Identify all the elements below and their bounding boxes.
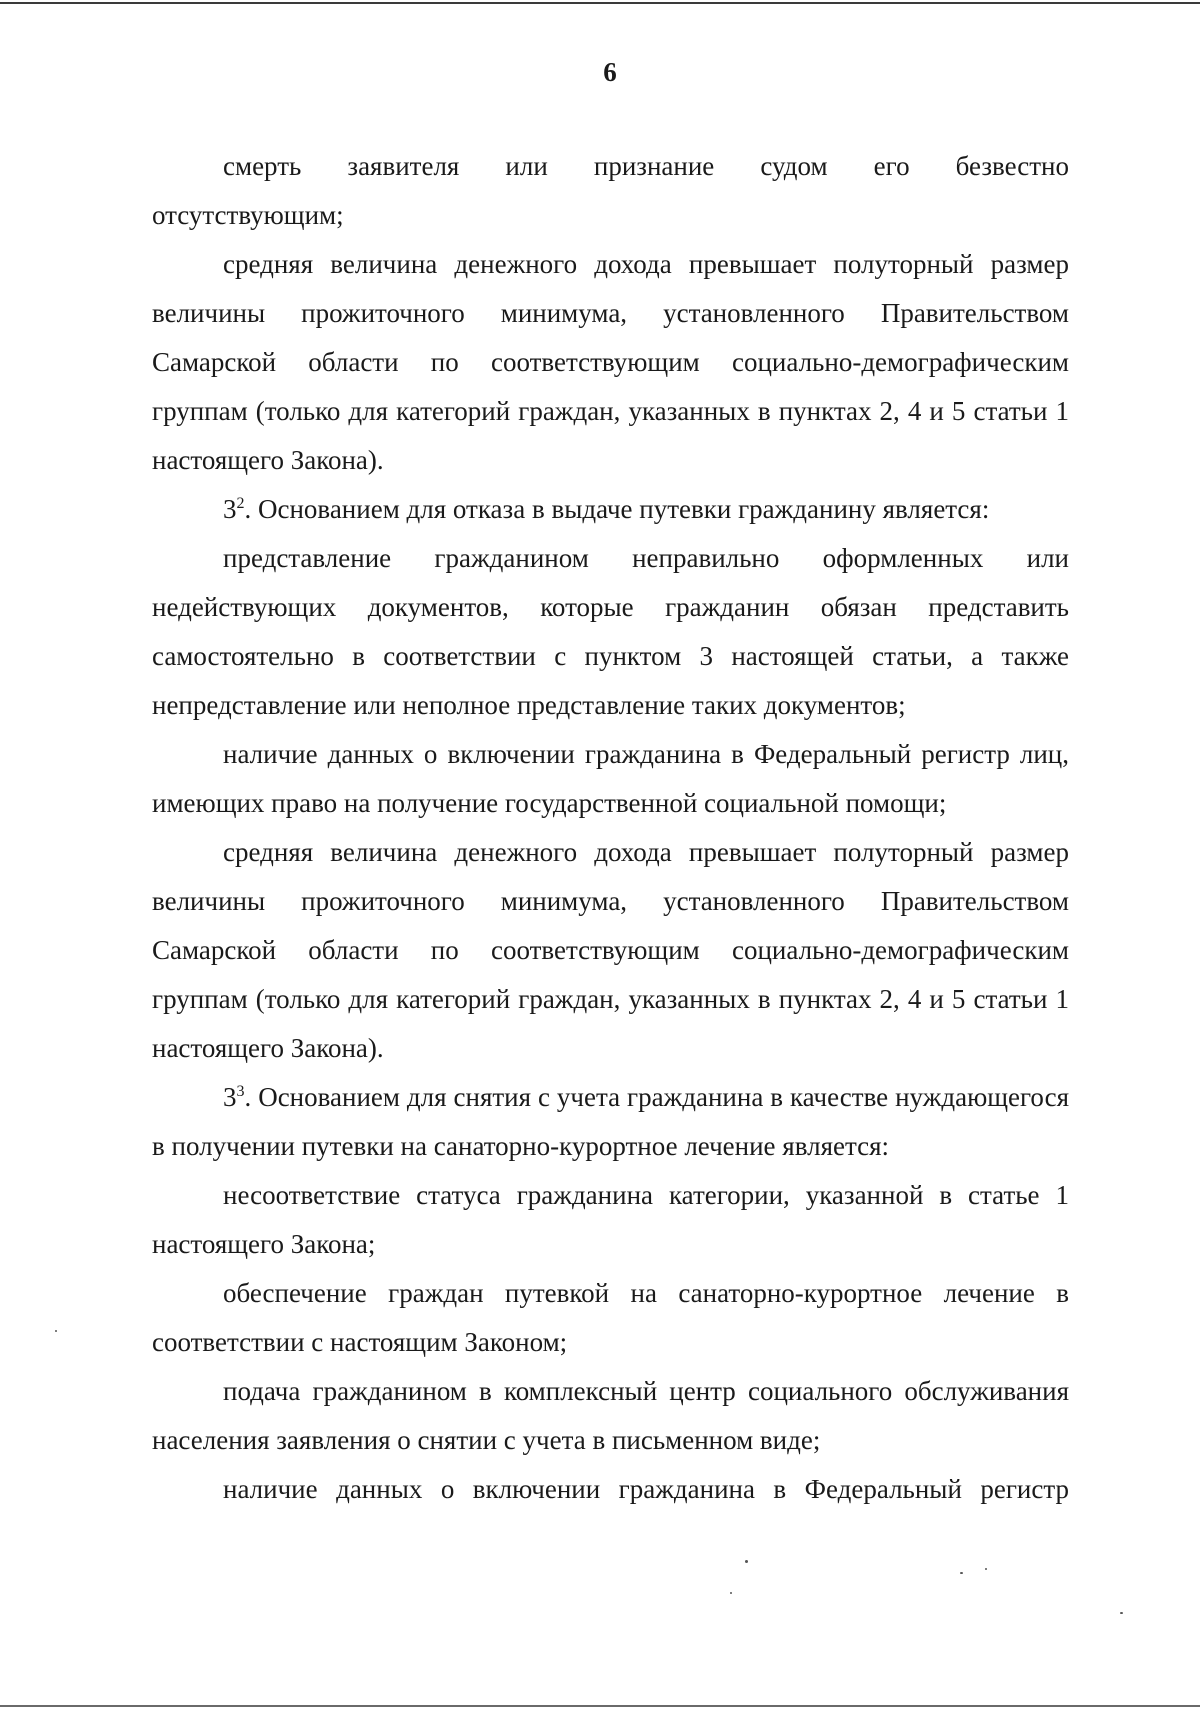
scan-speck: [55, 1330, 57, 1332]
scan-edge-top: [0, 2, 1200, 4]
scan-speck: [745, 1560, 748, 1563]
document-body: [152, 142, 1069, 1514]
paragraph-1-line-1: смерть заявителя или признание судом его безвестно: [223, 151, 1069, 181]
clause-superscript: 3: [236, 1083, 245, 1100]
clause-text: . Основанием для отказа в выдаче путевки гражданину является:: [244, 494, 990, 524]
paragraph-documents: представление гражданином неправильно оформленных или недействующих документов, которые гражданин обязан представить самостоятельно в соответствии с пунктом 3 настоящей статьи, а также непредставление или неполное представление таких документов;: [152, 543, 1069, 720]
scan-speck: [730, 1592, 732, 1594]
paragraph-federal-register-2: наличие данных о включении гражданина в Федеральный регистр: [223, 1474, 1069, 1504]
scan-speck: [985, 1568, 987, 1570]
paragraph-status-mismatch: несоответствие статуса гражданина категории, указанной в статье 1 настоящего Закона;: [152, 1180, 1069, 1259]
paragraph-federal-register-1: наличие данных о включении гражданина в Федеральный регистр лиц, имеющих право на получение государственной социальной помощи;: [152, 739, 1069, 818]
clause-superscript: 2: [236, 495, 245, 512]
scan-speck: [960, 1572, 963, 1574]
paragraph-voucher-provided: обеспечение граждан путевкой на санаторно-курортное лечение в соответствии с настоящим Законом;: [152, 1278, 1069, 1357]
paragraph-written-application: подача гражданином в комплексный центр социального обслуживания населения заявления о снятии с учета в письменном виде;: [152, 1376, 1069, 1455]
clause-number: 3: [223, 1082, 237, 1112]
paragraph-income-2: средняя величина денежного дохода превышает полуторный размер величины прожиточного минимума, установленного Правительством Самарской области по соответствующим социально-демографическим группам (только для категорий граждан, указанных в пунктах 2, 4 и 5 статьи 1 настоящего Закона).: [152, 837, 1069, 1063]
paragraph-income-1: средняя величина денежного дохода превышает полуторный размер величины прожиточного минимума, установленного Правительством Самарской области по соответствующим социально-демографическим группам (только для категорий граждан, указанных в пунктах 2, 4 и 5 статьи 1 настоящего Закона).: [152, 249, 1069, 475]
scan-speck: [1120, 1612, 1123, 1614]
clause-number: 3: [223, 494, 237, 524]
paragraph-1-line-2: отсутствующим;: [152, 200, 344, 230]
scan-edge-bottom: [0, 1705, 1200, 1707]
paragraph-3-2-heading: [152, 485, 1069, 534]
paragraph-3-3-heading: [152, 1073, 1069, 1171]
page-number: 6: [603, 57, 617, 87]
clause-text: . Основанием для снятия с учета гражданина в качестве нуждающегося в получении путевки на санаторно-курортное лечение является:: [152, 1082, 1069, 1161]
